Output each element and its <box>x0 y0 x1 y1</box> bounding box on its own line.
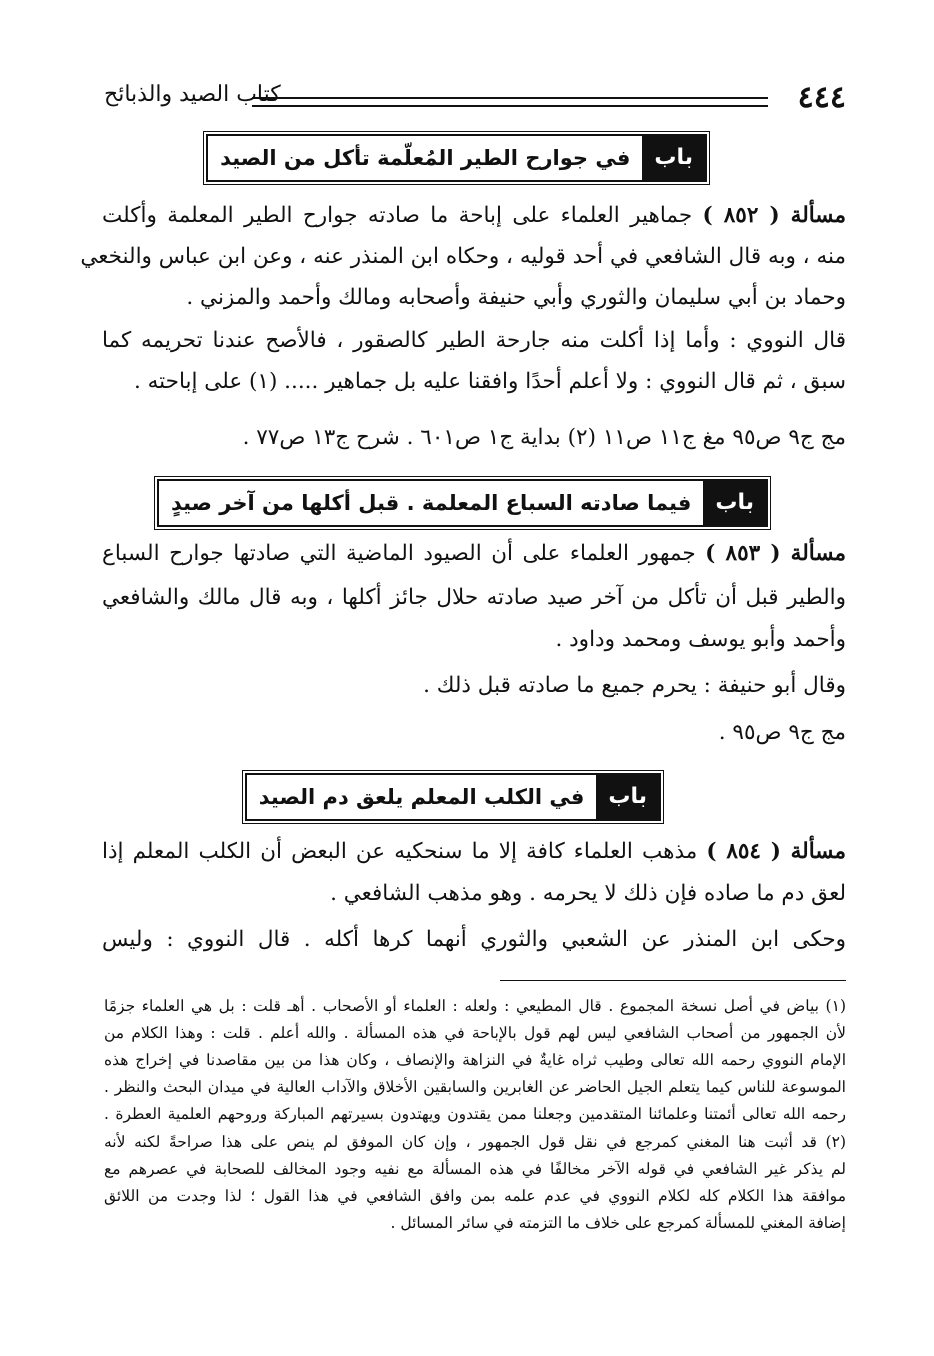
chapter-title: في الكلب المعلم يلعق دم الصيد <box>258 785 585 809</box>
text-line: والطير قبل أن تأكل من آخر صيد صادته حلال جائز أكلها ، وبه قال مالك والشافعي <box>102 585 846 610</box>
footnote-line: لأن الجمهور من أصحاب الشافعي ليس لهم قول بالإباحة في هذه المسألة . والله أعلم . قلت : وهذا الكلام من <box>104 1024 846 1042</box>
footnote-line: (٢) قد أثبت هنا المغني كمرجع في نقل قول الجمهور ، وإن كان الموفق لم ينص على هذا صراحةً لكنه لأنه <box>104 1133 846 1151</box>
footnote-line: الموسوعة للناس كيما يتعلم الجيل الحاضر عن الغابرين والسابقين الأخلاق والآداب العالية في ميدان البحث والنظر . <box>104 1078 846 1096</box>
text-line: وحكى ابن المنذر عن الشعبي والثوري أنهما كرها أكله . قال النووي : وليس <box>102 927 846 952</box>
text-line: منه ، وبه قال الشافعي في أحد قوليه ، وحكاه ابن المنذر عنه ، وعن ابن عباس والنخعي <box>80 244 846 269</box>
footnote-line: موافقة هذا الكلام كله لكلام النووي في عدم علمه بمن وافق الشافعي في هذا القول ؛ لذا وجدت من اللائق <box>104 1187 846 1205</box>
footnote-line: (١) بياض في أصل نسخة المجموع . قال المطيعي : ولعله : العلماء أو الأصحاب . أهـ قلت : بل هي العلماء جزمًا <box>104 997 846 1015</box>
header-double-rule <box>252 97 768 107</box>
chapter-heading-2 <box>157 479 768 527</box>
footnote-line: لم يذكر غير الشافعي في قوله الآخر مخالفًا في هذه المسألة مع نفيه وجود المخالف للصحابة في عصرهم مع <box>104 1160 846 1178</box>
text-line: وأحمد وأبو يوسف ومحمد وداود . <box>555 627 846 652</box>
text-line: قال النووي : وأما إذا أكلت منه جارحة الطير كالصقور ، فالأصح عندنا تحريمه كما <box>102 328 846 353</box>
footnote-line: رحمه الله تعالى أئمتنا وعلمائنا المتقدمين وجعلنا ممن يقتدون ويهتدون بسيرتهم المباركة وروحهم العلمية العطرة . <box>104 1105 846 1123</box>
text-line: مسألة ( ٨٥٢ ) جماهير العلماء على إباحة ما صادته جوارح الطير المعلمة وأكلت <box>102 203 846 228</box>
chapter-title: فيما صادته السباع المعلمة . قبل أكلها من آخر صيدٍ <box>170 491 692 515</box>
text-line: وقال أبو حنيفة : يحرم جميع ما صادته قبل ذلك . <box>423 673 846 698</box>
issue-label: مسألة ( ٨٥٤ ) <box>706 839 846 864</box>
chapter-title: في جوارح الطير المُعلّمة تأكل من الصيد <box>220 146 631 170</box>
chapter-label: باب <box>703 481 766 525</box>
footnote-separator <box>500 980 846 981</box>
chapter-heading-3 <box>245 773 661 821</box>
footnote-line: إضافة المغني للمسألة كمرجع على خلاف ما التزمته في سائر المسائل . <box>390 1214 846 1232</box>
text-line: سبق ، ثم قال النووي : ولا أعلم أحدًا وافقنا عليه بل جماهير ..... (١) على إباحته . <box>133 369 846 394</box>
issue-label: مسألة ( ٨٥٢ ) <box>702 203 846 228</box>
chapter-label: باب <box>596 775 659 819</box>
footnote-line: الإمام النووي رحمه الله تعالى وطيب ثراه غايةٌ في النزاهة والإنصاف ، وكان هذا من بين مقاصدنا في إخراج هذه <box>104 1051 846 1069</box>
text-line: مسألة ( ٨٥٤ ) مذهب العلماء كافة إلا ما سنحكيه عن البعض أن الكلب المعلم إذا <box>102 839 846 864</box>
chapter-heading-1 <box>206 134 707 182</box>
chapter-label: باب <box>642 136 705 180</box>
page-number: ٤٤٤ <box>797 80 846 115</box>
book-title: كتاب الصيد والذبائح <box>104 82 281 107</box>
reference-line: مج ج٩ ص٩٥ مغ ج١١ ص١١ (٢) بداية ج١ ص٦٠١ . شرح ج١٣ ص٧٧ . <box>242 425 846 450</box>
text-line: مسألة ( ٨٥٣ ) جمهور العلماء على أن الصيود الماضية التي صادتها جوارح السباع <box>102 541 847 566</box>
text-line: وحماد بن أبي سليمان والثوري وأبي حنيفة وأصحابه ومالك وأحمد والمزني . <box>186 285 846 310</box>
issue-label: مسألة ( ٨٥٣ ) <box>705 541 847 566</box>
text-line: لعق دم ما صاده فإن ذلك لا يحرمه . وهو مذهب الشافعي . <box>330 881 846 906</box>
page-header <box>104 80 846 120</box>
reference-line: مج ج٩ ص٩٥ . <box>718 720 846 745</box>
